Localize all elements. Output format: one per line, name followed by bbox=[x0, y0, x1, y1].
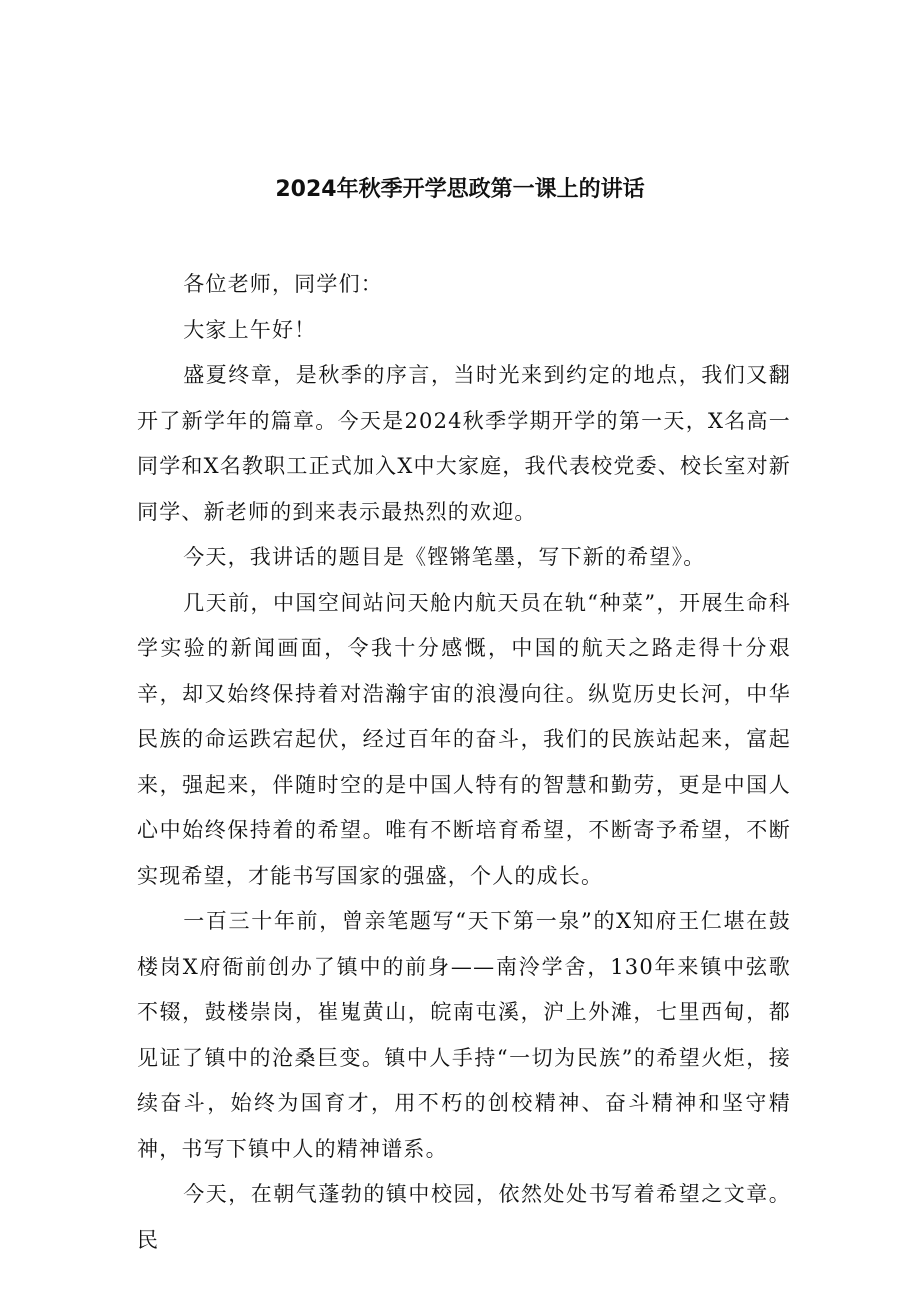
salutation: 各位老师，同学们： bbox=[183, 272, 383, 296]
paragraph: 盛夏终章，是秋季的序言，当时光来到约定的地点，我们又翻开了新学年的篇章。今天是2024秋季学期开学的第一天，X名高一同学和X名教职工正式加入X中大家庭，我代表校党委、校长室对新同学、新老师的到来表示最热烈的欢迎。 bbox=[137, 363, 791, 524]
paragraph: 一百三十年前，曾亲笔题写“天下第一泉”的X知府王仁堪在鼓楼岗X府衙前创办了镇中的前身——南泠学舍，130年来镇中弦歌不辍，鼓楼崇岗，崔嵬黄山，皖南屯溪，沪上外滩，七里西甸，都见证了镇中的沧桑巨变。镇中人手持“一切为民族”的希望火炬，接续奋斗，始终为国育才，用不朽的创校精神、奋斗精神和坚守精神，书写下镇中人的精神谱系。 bbox=[137, 909, 791, 1161]
paragraph: 今天，我讲话的题目是《铿锵笔墨，写下新的希望》。 bbox=[183, 545, 706, 569]
greeting: 大家上午好！ bbox=[183, 317, 317, 342]
document-title: 2024年秋季开学思政第一课上的讲话 bbox=[275, 177, 645, 202]
document-body bbox=[137, 262, 791, 1263]
paragraph: 今天，在朝气蓬勃的镇中校园，依然处处书写着希望之文章。民 bbox=[137, 1182, 791, 1252]
paragraph: 几天前，中国空间站问天舱内航天员在轨“种菜”，开展生命科学实验的新闻画面，令我十分感慨，中国的航天之路走得十分艰辛，却又始终保持着对浩瀚宇宙的浪漫向往。纵览历史长河，中华民族的命运跌宕起伏，经过百年的奋斗，我们的民族站起来，富起来，强起来，伴随时空的是中国人特有的智慧和勤劳，更是中国人心中始终保持着的希望。唯有不断培育希望，不断寄予希望，不断实现希望，才能书写国家的强盛，个人的成长。 bbox=[137, 590, 791, 888]
